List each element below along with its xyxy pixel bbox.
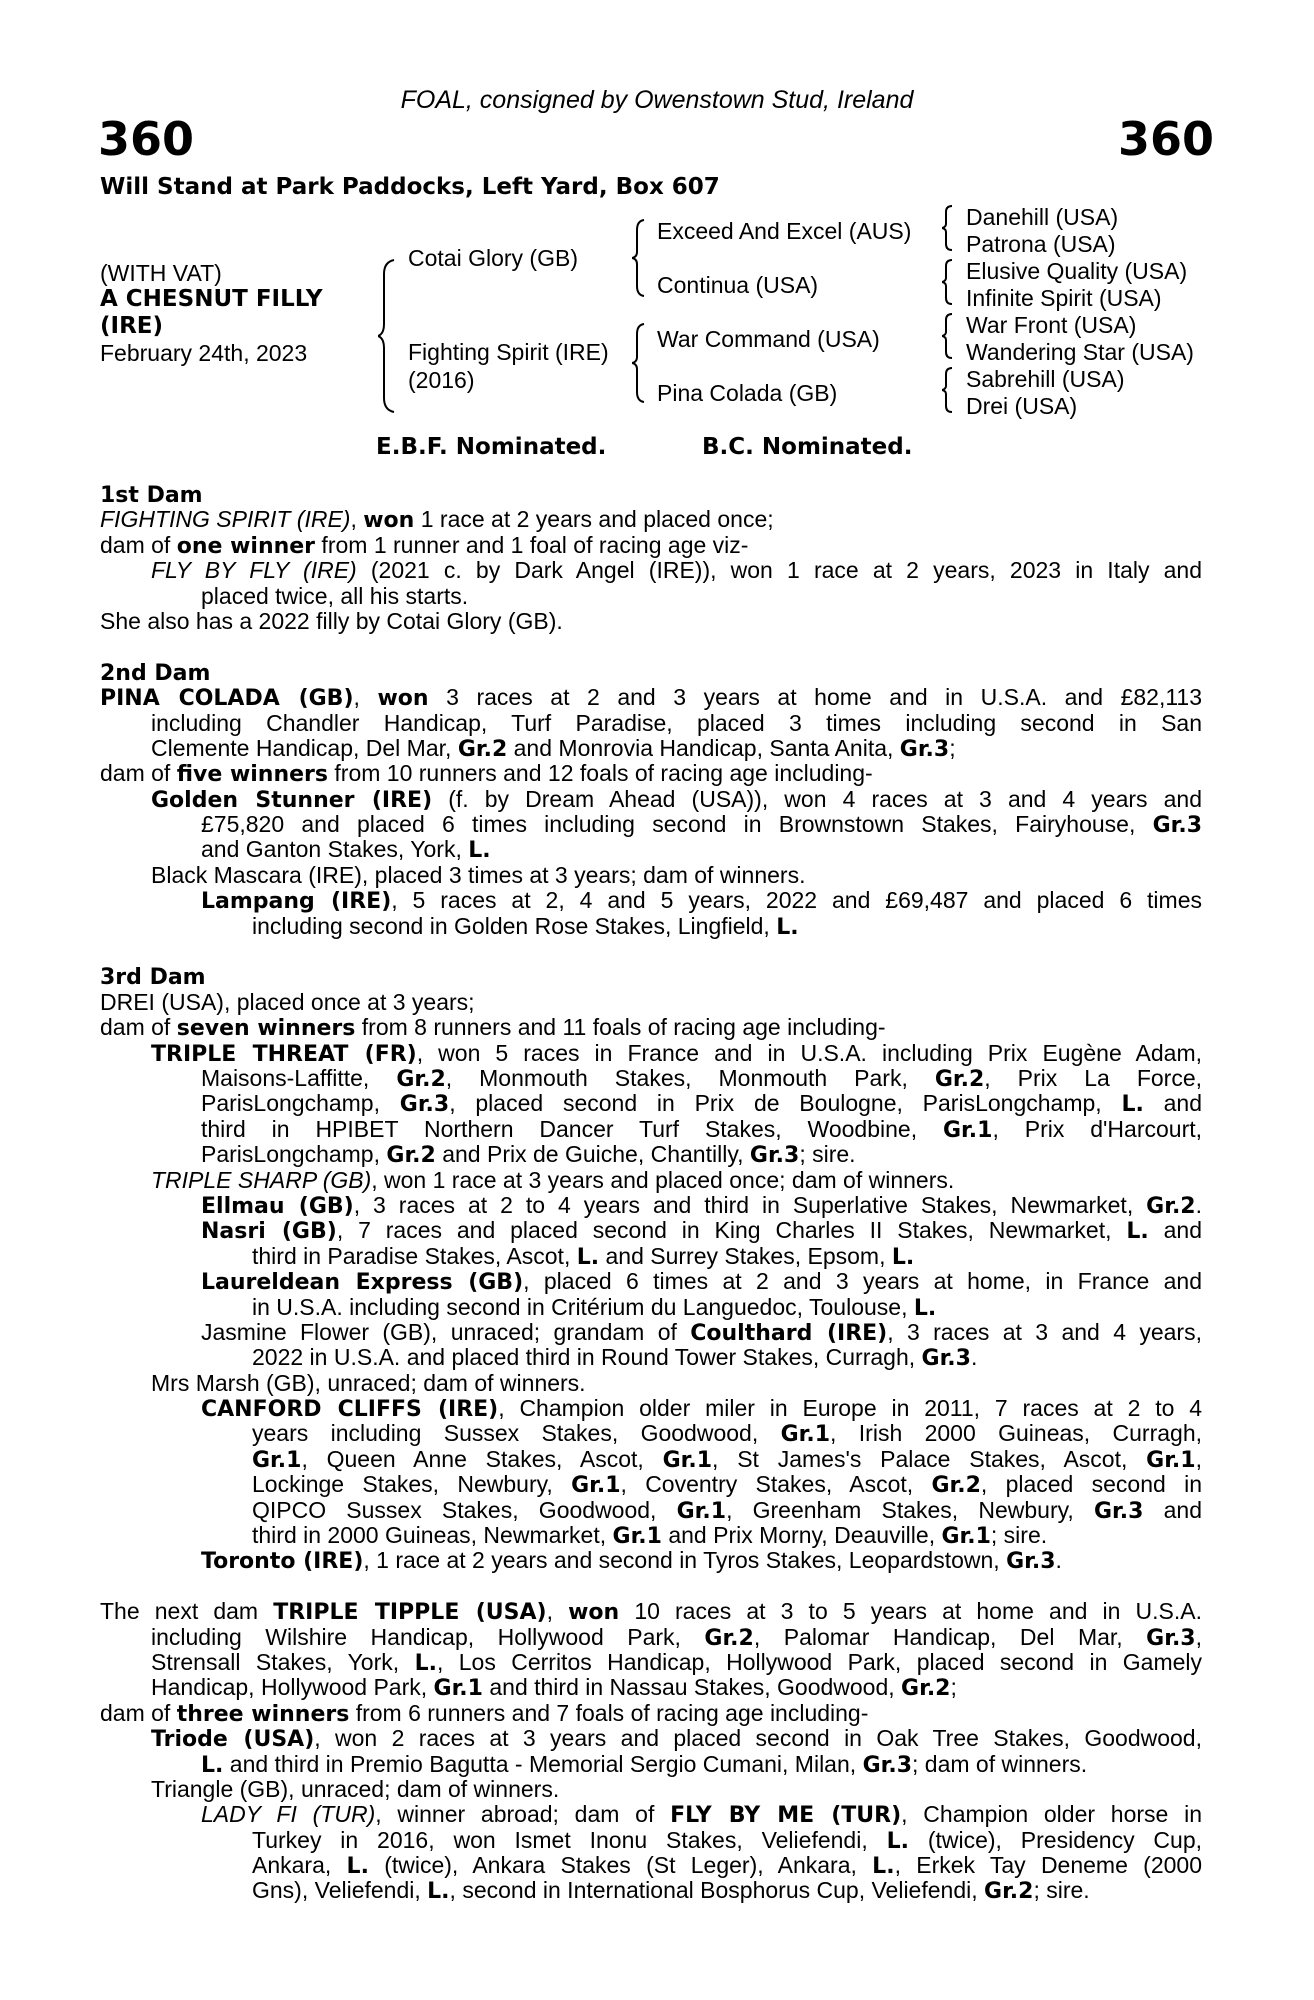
text-line: Turkey in 2016, won Ismet Inonu Stakes, Veliefendi, L. (twice), Presidency Cup, <box>252 1826 1203 1854</box>
sire-name: Cotai Glory (GB) <box>408 245 578 271</box>
gen3-brace-4 <box>942 366 954 414</box>
gen3-ssd: Patrona (USA) <box>966 231 1116 257</box>
text-line: CANFORD CLIFFS (IRE), Champion older miler in Europe in 2011, 7 races at 2 to 4 <box>201 1395 1202 1423</box>
text-line: Jasmine Flower (GB), unraced; grandam of Coulthard (IRE), 3 races at 3 and 4 years, <box>201 1318 1202 1346</box>
text-line: Gns), Veliefendi, L., second in International Bosphorus Cup, Veliefendi, Gr.2; sire. <box>252 1877 1090 1905</box>
gen3-brace-2 <box>942 258 954 306</box>
text-line: L. and third in Premio Bagutta - Memorial Sergio Cumani, Milan, Gr.3; dam of winners. <box>201 1750 1088 1778</box>
text-line: dam of one winner from 1 runner and 1 foal of racing age viz- <box>100 531 749 559</box>
text-line: and Ganton Stakes, York, L. <box>201 836 491 864</box>
horse-name: A CHESNUT FILLY <box>100 286 323 312</box>
text-line: 2022 in U.S.A. and placed third in Round Tower Stakes, Curragh, Gr.3. <box>252 1344 978 1372</box>
consignment-line: FOAL, consigned by Owenstown Stud, Ireland <box>400 86 914 114</box>
paragraph-gap <box>100 1574 1202 1599</box>
text-line: Laureldean Express (GB), placed 6 times at 2 and 3 years at home, in France and <box>201 1268 1202 1296</box>
text-line: ParisLongchamp, Gr.3, placed second in Prix de Boulogne, ParisLongchamp, L. and <box>201 1090 1202 1118</box>
text-line: in U.S.A. including second in Critérium du Languedoc, Toulouse, L. <box>252 1293 937 1321</box>
dam-name: Fighting Spirit (IRE) <box>408 339 609 365</box>
paragraph-gap <box>100 939 1202 964</box>
text-line: Triode (USA), won 2 races at 3 years and placed second in Oak Tree Stakes, Goodwood, <box>151 1725 1202 1753</box>
bc-nomination: B.C. Nominated. <box>702 434 913 460</box>
text-line: The next dam TRIPLE TIPPLE (USA), won 10 races at 3 to 5 years at home and in U.S.A. <box>100 1598 1202 1626</box>
text-line: including second in Golden Rose Stakes, Lingfield, L. <box>252 912 799 940</box>
text-line: Golden Stunner (IRE) (f. by Dream Ahead (USA)), won 4 races at 3 and 4 years and <box>151 785 1202 813</box>
text-line: dam of five winners from 10 runners and 12 foals of racing age including- <box>100 760 873 788</box>
gen3-sdd: Infinite Spirit (USA) <box>966 285 1162 311</box>
dam-year: (2016) <box>408 367 475 393</box>
horse-country: (IRE) <box>100 313 164 339</box>
text-line: Ellmau (GB), 3 races at 2 to 4 years and third in Superlative Stakes, Newmarket, Gr.2. <box>201 1191 1202 1219</box>
dam-sire: War Command (USA) <box>657 326 880 352</box>
text-line: TRIPLE THREAT (FR), won 5 races in France and in U.S.A. including Prix Eugène Adam, <box>151 1039 1203 1067</box>
text-line: Ankara, L. (twice), Ankara Stakes (St Leger), Ankara, L., Erkek Tay Deneme (2000 <box>252 1852 1202 1880</box>
gen3-brace-1 <box>942 204 954 252</box>
gen3-sss: Danehill (USA) <box>966 204 1119 230</box>
catalogue-body <box>100 482 1202 1904</box>
text-line: Gr.1, Queen Anne Stakes, Ascot, Gr.1, St James's Palace Stakes, Ascot, Gr.1, <box>252 1445 1202 1473</box>
gen3-ddd: Drei (USA) <box>966 393 1078 419</box>
stand-location: Will Stand at Park Paddocks, Left Yard, Box 607 <box>100 174 720 200</box>
dam-line-brace <box>632 322 646 404</box>
text-line: 3rd Dam <box>100 965 206 991</box>
gen3-sds: Elusive Quality (USA) <box>966 258 1188 284</box>
text-line: third in 2000 Guineas, Newmarket, Gr.1 and Prix Morny, Deauville, Gr.1; sire. <box>252 1522 1048 1550</box>
text-line: Toronto (IRE), 1 race at 2 years and second in Tyros Stakes, Leopardstown, Gr.3. <box>201 1547 1062 1575</box>
text-line: FLY BY FLY (IRE) (2021 c. by Dark Angel (IRE)), won 1 race at 2 years, 2023 in Italy and <box>151 557 1203 584</box>
text-line: placed twice, all his starts. <box>201 582 469 609</box>
sire-dam: Continua (USA) <box>657 272 819 298</box>
sire-line-brace <box>632 218 646 298</box>
sire-sire: Exceed And Excel (AUS) <box>657 218 912 244</box>
text-line: dam of three winners from 6 runners and 7 foals of racing age including- <box>100 1699 869 1727</box>
text-line: years including Sussex Stakes, Goodwood, Gr.1, Irish 2000 Guineas, Curragh, <box>252 1420 1203 1448</box>
text-line: Clemente Handicap, Del Mar, Gr.2 and Monrovia Handicap, Santa Anita, Gr.3; <box>151 734 956 762</box>
text-line: Lockinge Stakes, Newbury, Gr.1, Coventry Stakes, Ascot, Gr.2, placed second in <box>252 1471 1202 1499</box>
text-line: DREI (USA), placed once at 3 years; <box>100 988 475 1015</box>
text-line: third in HPIBET Northern Dancer Turf Stakes, Woodbine, Gr.1, Prix d'Harcourt, <box>201 1115 1203 1143</box>
text-line: PINA COLADA (GB), won 3 races at 2 and 3 years at home and in U.S.A. and £82,113 <box>100 684 1203 712</box>
text-line: third in Paradise Stakes, Ascot, L. and Surrey Stakes, Epsom, L. <box>252 1242 915 1270</box>
gen3-dsd: Wandering Star (USA) <box>966 339 1194 365</box>
text-line: TRIPLE SHARP (GB), won 1 race at 3 years and placed once; dam of winners. <box>151 1166 955 1193</box>
text-line: Nasri (GB), 7 races and placed second in King Charles II Stakes, Newmarket, L. and <box>201 1217 1203 1245</box>
lot-number-left: 360 <box>98 112 195 166</box>
paragraph-gap <box>100 634 1202 659</box>
vat-note: (WITH VAT) <box>100 260 222 286</box>
text-line: Lampang (IRE), 5 races at 2, 4 and 5 years, 2022 and £69,487 and placed 6 times <box>201 887 1202 915</box>
text-line: LADY FI (TUR), winner abroad; dam of FLY BY ME (TUR), Champion older horse in <box>201 1801 1203 1829</box>
text-line: 1st Dam <box>100 483 203 508</box>
text-line: Handicap, Hollywood Park, Gr.1 and third in Nassau Stakes, Goodwood, Gr.2; <box>151 1674 957 1702</box>
text-line: Triangle (GB), unraced; dam of winners. <box>151 1775 560 1802</box>
text-line: FIGHTING SPIRIT (IRE), won 1 race at 2 years and placed once; <box>100 506 774 534</box>
text-line: Mrs Marsh (GB), unraced; dam of winners. <box>151 1369 586 1396</box>
text-line: including Wilshire Handicap, Hollywood Park, Gr.2, Palomar Handicap, Del Mar, Gr.3, <box>151 1623 1202 1651</box>
text-line: dam of seven winners from 8 runners and 11 foals of racing age including- <box>100 1014 886 1042</box>
text-line: Maisons-Laffitte, Gr.2, Monmouth Stakes, Monmouth Park, Gr.2, Prix La Force, <box>201 1064 1203 1092</box>
gen3-dds: Sabrehill (USA) <box>966 366 1125 392</box>
dam-dam: Pina Colada (GB) <box>657 380 838 406</box>
lot-number-right: 360 <box>1117 112 1214 166</box>
text-line: 2nd Dam <box>100 660 211 686</box>
text-line: QIPCO Sussex Stakes, Goodwood, Gr.1, Greenham Stakes, Newbury, Gr.3 and <box>252 1496 1202 1524</box>
gen3-dss: War Front (USA) <box>966 312 1137 338</box>
gen3-brace-3 <box>942 312 954 360</box>
text-line: Strensall Stakes, York, L., Los Cerritos Handicap, Hollywood Park, placed second in Gamely <box>151 1648 1203 1676</box>
text-line: including Chandler Handicap, Turf Paradise, placed 3 times including second in San <box>151 709 1202 736</box>
text-line: ParisLongchamp, Gr.2 and Prix de Guiche, Chantilly, Gr.3; sire. <box>201 1141 856 1169</box>
foaling-date: February 24th, 2023 <box>100 340 308 366</box>
ebf-nomination: E.B.F. Nominated. <box>376 434 607 460</box>
sire-dam-brace <box>378 258 398 414</box>
text-line: Black Mascara (IRE), placed 3 times at 3 years; dam of winners. <box>151 861 806 888</box>
text-line: £75,820 and placed 6 times including second in Brownstown Stakes, Fairyhouse, Gr.3 <box>201 811 1202 839</box>
text-line: She also has a 2022 filly by Cotai Glory (GB). <box>100 607 563 634</box>
